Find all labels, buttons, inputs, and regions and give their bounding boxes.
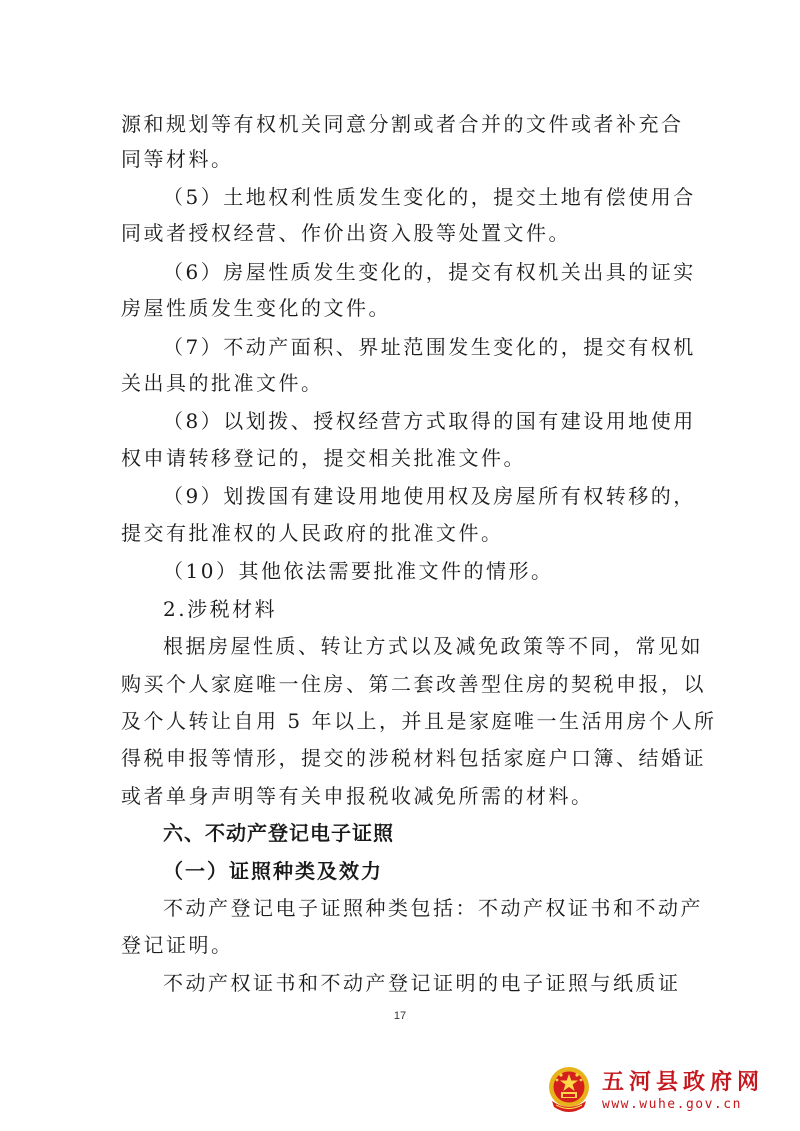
- page-number: 17: [393, 1010, 407, 1022]
- site-url: www.wuhe.gov.cn: [602, 1097, 742, 1112]
- text-line: 房屋性质发生变化的文件。: [121, 296, 391, 320]
- text-line: （5）土地权利性质发生变化的，提交土地有偿使用合: [163, 185, 696, 209]
- text-line: （6）房屋性质发生变化的，提交有权机关出具的证实: [163, 260, 696, 284]
- national-emblem-icon: [546, 1065, 592, 1115]
- site-watermark-logo: [546, 1063, 796, 1125]
- text-line: （7）不动产面积、界址范围发生变化的，提交有权机: [163, 335, 696, 359]
- text-line: 同等材料。: [121, 147, 234, 171]
- text-line: （9）划拨国有建设用地使用权及房屋所有权转移的，: [163, 484, 696, 508]
- text-line: 不动产登记电子证照种类包括：不动产权证书和不动产: [163, 896, 703, 920]
- text-line: 关出具的批准文件。: [121, 371, 324, 395]
- text-line: 根据房屋性质、转让方式以及减免政策等不同，常见如: [163, 634, 703, 658]
- text-line: 权申请转移登记的，提交相关批准文件。: [121, 446, 526, 470]
- text-line: 源和规划等有权机关同意分割或者合并的文件或者补充合: [121, 112, 684, 136]
- text-line: （8）以划拨、授权经营方式取得的国有建设用地使用: [163, 409, 696, 433]
- text-line: 及个人转让自用 5 年以上，并且是家庭唯一生活用房个人所: [121, 709, 717, 733]
- text-line: 购买个人家庭唯一住房、第二套改善型住房的契税申报，以: [121, 672, 706, 696]
- text-line: 提交有批准权的人民政府的批准文件。: [121, 521, 504, 545]
- text-line: 2.涉税材料: [163, 597, 278, 621]
- site-name: 五河县政府网: [602, 1070, 765, 1095]
- section-heading: 六、不动产登记电子证照: [163, 821, 394, 845]
- text-line: 不动产权证书和不动产登记证明的电子证照与纸质证: [163, 971, 681, 995]
- subsection-heading: （一）证照种类及效力: [163, 859, 383, 883]
- text-line: （10）其他依法需要批准文件的情形。: [163, 559, 554, 583]
- text-line: 或者单身声明等有关申报税收减免所需的材料。: [121, 784, 594, 808]
- text-line: 得税申报等情形，提交的涉税材料包括家庭户口簿、结婚证: [121, 746, 706, 770]
- text-line: 登记证明。: [121, 933, 234, 957]
- text-line: 同或者授权经营、作价出资入股等处置文件。: [121, 221, 571, 245]
